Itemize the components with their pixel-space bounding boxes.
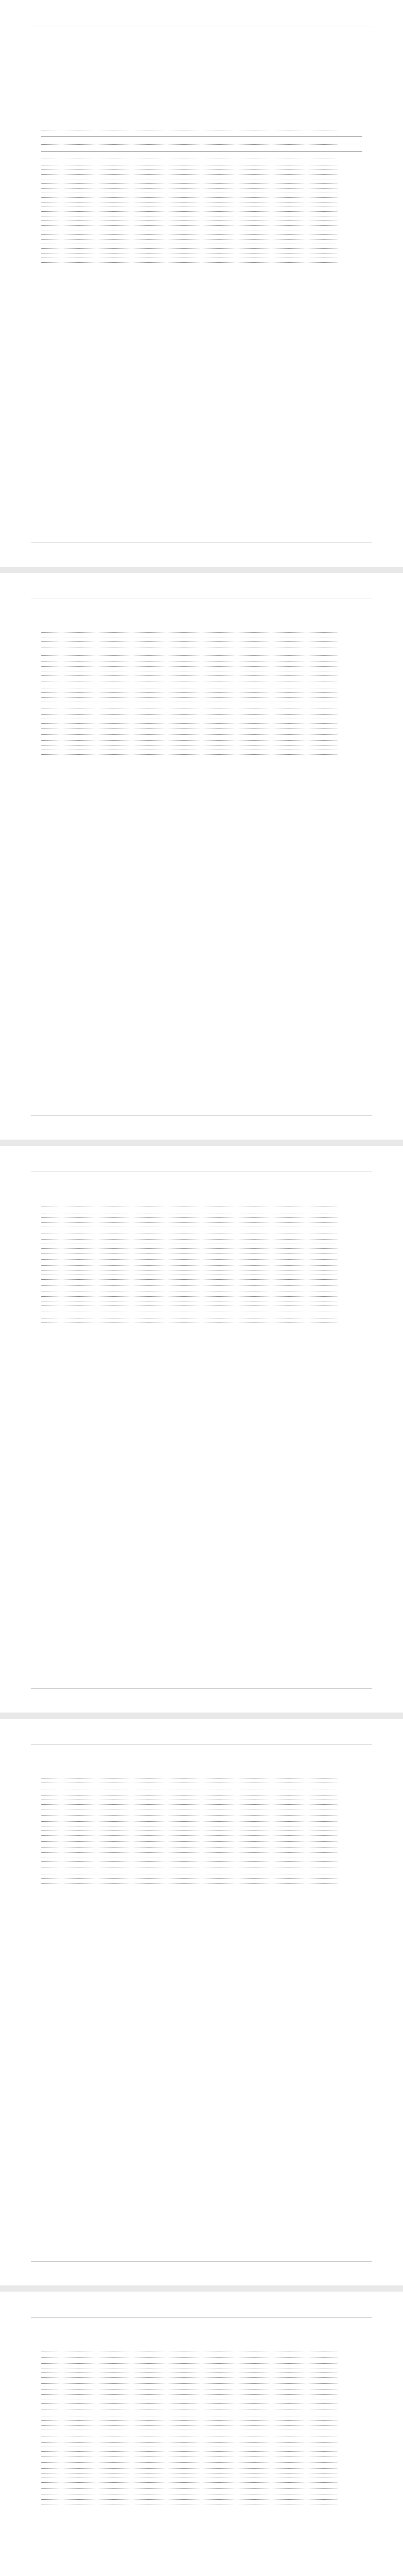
- toc-entry-title: [41, 261, 338, 263]
- toc-entry[interactable]: [41, 1880, 362, 1885]
- toc-section-heading[interactable]: [41, 730, 362, 738]
- toc-entry[interactable]: [41, 1876, 362, 1880]
- toc-entry[interactable]: [41, 2470, 362, 2475]
- toc-entry-title: [41, 753, 338, 755]
- toc-entry-title: [41, 229, 338, 230]
- toc-entry-title: [41, 647, 338, 648]
- toc-entry-title: [41, 665, 338, 667]
- toc-entry[interactable]: [41, 2475, 362, 2480]
- toc-section: [41, 2348, 362, 2506]
- toc-entry[interactable]: [41, 2422, 362, 2427]
- toc-entry-title: [41, 1311, 338, 1312]
- toc-entry[interactable]: [41, 227, 362, 232]
- running-header: [31, 2314, 372, 2318]
- toc-entry-title: [41, 2467, 338, 2469]
- toc-entry[interactable]: [41, 1277, 362, 1281]
- toc-entry[interactable]: [41, 2453, 362, 2458]
- toc-entry-title: [41, 1269, 338, 1270]
- toc-entry[interactable]: [41, 2375, 362, 2379]
- toc-entry[interactable]: [41, 1241, 362, 1246]
- toc-entry[interactable]: [41, 738, 362, 742]
- toc-entry-title: [41, 247, 338, 249]
- toc-entry[interactable]: [41, 1298, 362, 1303]
- toc-entry[interactable]: [41, 1854, 362, 1859]
- toc-entry[interactable]: [41, 218, 362, 223]
- toc-entry-title: [41, 2494, 338, 2495]
- toc-entry-title: [41, 718, 338, 719]
- toc-entry[interactable]: [41, 1320, 362, 1325]
- toc-entry-title: [41, 701, 338, 702]
- toc-entry-title: [41, 2446, 338, 2447]
- toc-entry[interactable]: [41, 199, 362, 204]
- toc-entry[interactable]: [41, 2396, 362, 2401]
- toc-entry-title: [41, 2472, 338, 2473]
- running-footer: [31, 2261, 372, 2265]
- running-footer: [31, 543, 372, 546]
- toc-entry-title: [41, 2371, 338, 2373]
- toc-entry-title: [41, 739, 338, 741]
- toc-entry-title: [41, 733, 338, 735]
- toc-entry[interactable]: [41, 1250, 362, 1255]
- toc-entry-title: [41, 2350, 338, 2351]
- toc-entry-title: [41, 2398, 338, 2399]
- running-header: [31, 596, 372, 599]
- toc-entry[interactable]: [41, 255, 362, 260]
- toc-entry-title: [41, 1221, 338, 1223]
- toc-entry[interactable]: [41, 1775, 362, 1780]
- toc-section-heading[interactable]: [41, 1308, 362, 1315]
- toc-entry[interactable]: [41, 2466, 362, 2470]
- toc-entry-title: [41, 2402, 338, 2404]
- toc-entry[interactable]: [41, 2387, 362, 2392]
- toc-entry[interactable]: [41, 2497, 362, 2501]
- toc-entry-title: [41, 178, 338, 179]
- toc-entry[interactable]: [41, 1845, 362, 1850]
- toc-entry-title: [41, 1814, 338, 1816]
- toc-entry-title: [41, 257, 338, 258]
- toc-entry-title: [41, 196, 338, 198]
- toc-entry[interactable]: [41, 1833, 362, 1837]
- toc-entry[interactable]: [41, 1246, 362, 1250]
- toc-entry[interactable]: [41, 630, 362, 634]
- toc-entry[interactable]: [41, 176, 362, 181]
- toc-entry-title: [41, 1808, 338, 1809]
- toc-entry[interactable]: [41, 2392, 362, 2396]
- toc-entry-title: [41, 206, 338, 207]
- toc-entry-title: [41, 2409, 338, 2410]
- toc-section: [41, 1775, 362, 1885]
- toc-entry[interactable]: [41, 260, 362, 264]
- toc-section-heading[interactable]: [41, 643, 362, 651]
- toc-entry[interactable]: [41, 747, 362, 752]
- toc-entry-title: [41, 744, 338, 745]
- toc-entry[interactable]: [41, 1806, 362, 1811]
- toc-entry-title: [41, 727, 338, 728]
- toc-entry-title: [41, 1799, 338, 1800]
- toc-entry[interactable]: [41, 1224, 362, 1229]
- toc-entry[interactable]: [41, 1289, 362, 1294]
- toc-section-heading[interactable]: [41, 1785, 362, 1792]
- toc-entry[interactable]: [41, 246, 362, 250]
- toc-section-heading[interactable]: [41, 1837, 362, 1845]
- toc-entry[interactable]: [41, 2365, 362, 2370]
- toc-section-heading[interactable]: [41, 1811, 362, 1819]
- toc-entry-title: [41, 2393, 338, 2395]
- toc-entry[interactable]: [41, 1263, 362, 1267]
- toc-entry[interactable]: [41, 250, 362, 255]
- toc-entry-title: [41, 660, 338, 662]
- toc-entry[interactable]: [41, 1780, 362, 1785]
- toc-section: [41, 103, 362, 264]
- toc-entry[interactable]: [41, 2501, 362, 2506]
- toc-entry[interactable]: [41, 685, 362, 690]
- toc-entry[interactable]: [41, 721, 362, 725]
- toc-entry[interactable]: [41, 639, 362, 643]
- toc-entry-title: [41, 201, 338, 202]
- toc-entry[interactable]: [41, 2418, 362, 2422]
- toc-entry-title: [41, 1834, 338, 1836]
- toc-entry-title: [41, 674, 338, 676]
- toc-entry-title: [41, 2382, 338, 2384]
- toc-entry[interactable]: [41, 1823, 362, 1828]
- toc-section-heading[interactable]: [41, 1281, 362, 1289]
- toc-entry-title: [41, 1860, 338, 1862]
- toc-section-heading[interactable]: [41, 2405, 362, 2413]
- toc-entry[interactable]: [41, 2427, 362, 2432]
- toc-entry-title: [41, 1304, 338, 1306]
- toc-entry[interactable]: [41, 209, 362, 213]
- toc-entry-title: [41, 691, 338, 693]
- toc-entry[interactable]: [41, 232, 362, 236]
- toc-entry-title: [41, 168, 338, 170]
- toc-entry[interactable]: [41, 1819, 362, 1823]
- toc-section-heading[interactable]: [41, 677, 362, 685]
- toc-section-heading[interactable]: [41, 1202, 362, 1210]
- document-page: [0, 1719, 403, 2285]
- toc-entry-title: [41, 1877, 338, 1879]
- toc-section-heading[interactable]: [41, 1255, 362, 1263]
- running-footer: [31, 1115, 372, 1119]
- toc-entry-title: [41, 1291, 338, 1292]
- toc-entry-title: [41, 182, 338, 184]
- toc-entry-title: [41, 1232, 338, 1233]
- toc-entry[interactable]: [41, 1210, 362, 1215]
- toc-entry[interactable]: [41, 1215, 362, 1219]
- toc-entry[interactable]: [41, 236, 362, 241]
- toc-entry-title: [41, 696, 338, 698]
- toc-entry[interactable]: [41, 1236, 362, 1241]
- toc-entry[interactable]: [41, 204, 362, 209]
- toc-entry-title: [41, 749, 338, 750]
- toc-section-heading[interactable]: [41, 651, 362, 659]
- toc-entry-title: [41, 670, 338, 671]
- toc-entry-title: [41, 2498, 338, 2500]
- toc-entry[interactable]: [41, 690, 362, 694]
- toc-entry-title: [41, 2429, 338, 2430]
- toc-section: [41, 630, 362, 756]
- toc-entry-title: [41, 1278, 338, 1280]
- toc-entry[interactable]: [41, 1315, 362, 1320]
- toc-entry-title: [41, 1846, 338, 1848]
- toc-entry-title: [41, 713, 338, 715]
- toc-section-heading[interactable]: [41, 1863, 362, 1871]
- toc-entry[interactable]: [41, 2492, 362, 2497]
- toc-section-heading[interactable]: [41, 2432, 362, 2439]
- toc-entry[interactable]: [41, 752, 362, 756]
- toc-entry-title: [41, 219, 338, 221]
- toc-entry-title: [41, 1226, 338, 1227]
- toc-entry-title: [41, 210, 338, 212]
- toc-entry-title: [41, 1788, 338, 1789]
- toc-entry-title: [41, 2450, 338, 2452]
- toc-entry[interactable]: [41, 664, 362, 668]
- toc-entry-title: [41, 2481, 338, 2483]
- running-header: [31, 1741, 372, 1745]
- toc-entry-title: [41, 636, 338, 637]
- toc-entry[interactable]: [41, 2444, 362, 2449]
- toc-entry-title: [41, 1782, 338, 1783]
- toc-entry[interactable]: [41, 213, 362, 218]
- toc-entry-title: [41, 2415, 338, 2416]
- toc-entry[interactable]: [41, 2401, 362, 2405]
- document-page: [0, 573, 403, 1140]
- toc-entry[interactable]: [41, 1859, 362, 1863]
- toc-entry-title: [41, 129, 338, 130]
- toc-entry[interactable]: [41, 1797, 362, 1802]
- toc-entry[interactable]: [41, 1850, 362, 1854]
- toc-entry[interactable]: [41, 742, 362, 747]
- toc-entry-title: [41, 687, 338, 688]
- toc-entry-title: [41, 224, 338, 226]
- toc-entry-title: [41, 1803, 338, 1805]
- toc-entry-title: [41, 2356, 338, 2358]
- toc-entry-title: [41, 173, 338, 175]
- toc-entry[interactable]: [41, 2348, 362, 2353]
- document-page: [0, 0, 403, 567]
- toc-entry-title: [41, 1882, 338, 1884]
- toc-entry-title: [41, 1794, 338, 1795]
- toc-entry-title: [41, 1851, 338, 1853]
- running-footer: [31, 1688, 372, 1692]
- toc-entry[interactable]: [41, 699, 362, 704]
- toc-section-heading[interactable]: [41, 2353, 362, 2361]
- toc-entry-title: [41, 2376, 338, 2378]
- toc-entry-title: [41, 1317, 338, 1318]
- toc-entry[interactable]: [41, 181, 362, 185]
- toc-section-heading[interactable]: [41, 155, 362, 162]
- toc-entry-title: [41, 2503, 338, 2504]
- toc-entry-title: [41, 2367, 338, 2368]
- toc-entry-title: [41, 187, 338, 189]
- toc-entry-title: [41, 1777, 338, 1778]
- toc-entry-title: [41, 1212, 338, 1213]
- toc-entry-title: [41, 640, 338, 642]
- toc-entry-title: [41, 2477, 338, 2478]
- toc-entry-title: [41, 722, 338, 724]
- toc-entry[interactable]: [41, 1219, 362, 1224]
- toc-entry-title: [41, 192, 338, 193]
- toc-entry[interactable]: [41, 634, 362, 639]
- toc-entry[interactable]: [41, 172, 362, 176]
- toc-entry-title: [41, 233, 338, 235]
- document-page: [0, 1146, 403, 1713]
- toc-entry[interactable]: [41, 716, 362, 721]
- toc-entry-title: [41, 1820, 338, 1822]
- toc-entry-title: [41, 2435, 338, 2436]
- toc-entry[interactable]: [41, 659, 362, 664]
- toc-entry-title: [41, 164, 338, 165]
- toc-entry-title: [41, 1247, 338, 1249]
- toc-entry[interactable]: [41, 2449, 362, 2453]
- toc-section-heading[interactable]: [41, 140, 362, 148]
- toc-entry[interactable]: [41, 2439, 362, 2444]
- toc-entry-title: [41, 1206, 338, 1207]
- toc-entry[interactable]: [41, 1828, 362, 1833]
- toc-entry-title: [41, 1840, 338, 1842]
- toc-entry-title: [41, 252, 338, 253]
- toc-entry[interactable]: [41, 1871, 362, 1876]
- toc-entry[interactable]: [41, 167, 362, 172]
- toc-entry[interactable]: [41, 241, 362, 246]
- toc-section-heading[interactable]: [41, 2484, 362, 2492]
- toc-entry-title: [41, 2424, 338, 2426]
- toc-entry-title: [41, 143, 338, 145]
- toc-entry[interactable]: [41, 185, 362, 190]
- toc-entry-title: [41, 1829, 338, 1831]
- running-header: [31, 23, 372, 26]
- toc-entry-title: [41, 2487, 338, 2489]
- toc-entry-title: [41, 1258, 338, 1260]
- toc-entry-title: [41, 1284, 338, 1286]
- toc-entry-title: [41, 1867, 338, 1868]
- toc-entry[interactable]: [41, 1294, 362, 1298]
- toc-entry[interactable]: [41, 2361, 362, 2365]
- toc-entry[interactable]: [41, 162, 362, 167]
- toc-entry-title: [41, 1238, 338, 1240]
- toc-entry[interactable]: [41, 725, 362, 730]
- toc-entry-title: [41, 1873, 338, 1874]
- toc-entry[interactable]: [41, 223, 362, 227]
- toc-entry[interactable]: [41, 711, 362, 716]
- toc-entry-title: [41, 1300, 338, 1301]
- toc-entry-title: [41, 238, 338, 240]
- toc-entry-title: [41, 1274, 338, 1275]
- toc-entry-title: [41, 1252, 338, 1253]
- toc-entry-title: [41, 2388, 338, 2390]
- toc-entry-title: [41, 158, 338, 159]
- toc-entry[interactable]: [41, 1792, 362, 1797]
- toc-entry[interactable]: [41, 694, 362, 699]
- toc-section-heading[interactable]: [41, 2458, 362, 2466]
- toc-entry[interactable]: [41, 2413, 362, 2418]
- toc-entry-title: [41, 2455, 338, 2456]
- document-page: [0, 2292, 403, 2576]
- toc-entry[interactable]: [41, 1267, 362, 1272]
- toc-entry-title: [41, 654, 338, 656]
- toc-entry[interactable]: [41, 1802, 362, 1806]
- toc-section-heading[interactable]: [41, 1229, 362, 1236]
- toc-section-heading[interactable]: [41, 2379, 362, 2387]
- running-header: [31, 1168, 372, 1172]
- toc-entry-title: [41, 2441, 338, 2443]
- toc-entry[interactable]: [41, 673, 362, 677]
- toc-section-heading[interactable]: [41, 704, 362, 711]
- toc-entry[interactable]: [41, 2480, 362, 2484]
- toc-entry-title: [41, 243, 338, 244]
- toc-entry[interactable]: [41, 190, 362, 195]
- toc-entry-title: [41, 707, 338, 708]
- toc-entry[interactable]: [41, 195, 362, 199]
- toc-entry-title: [41, 631, 338, 633]
- toc-entry-title: [41, 1216, 338, 1218]
- toc-entry-title: [41, 1264, 338, 1266]
- toc-entry-title: [41, 1243, 338, 1244]
- toc-entry-title: [41, 2362, 338, 2364]
- toc-entry[interactable]: [41, 2370, 362, 2375]
- toc-entry-title: [41, 1321, 338, 1323]
- toc-entry-title: [41, 1295, 338, 1297]
- toc-entry[interactable]: [41, 1272, 362, 1277]
- toc-section-heading[interactable]: [41, 126, 362, 133]
- toc-entry[interactable]: [41, 668, 362, 673]
- toc-section: [41, 1202, 362, 1325]
- toc-entry-title: [41, 1856, 338, 1857]
- toc-entry-title: [41, 2419, 338, 2421]
- toc-entry-title: [41, 2461, 338, 2463]
- toc-entry-title: [41, 215, 338, 216]
- toc-entry-title: [41, 1825, 338, 1826]
- toc-entry-title: [41, 681, 338, 682]
- toc-entry[interactable]: [41, 1303, 362, 1308]
